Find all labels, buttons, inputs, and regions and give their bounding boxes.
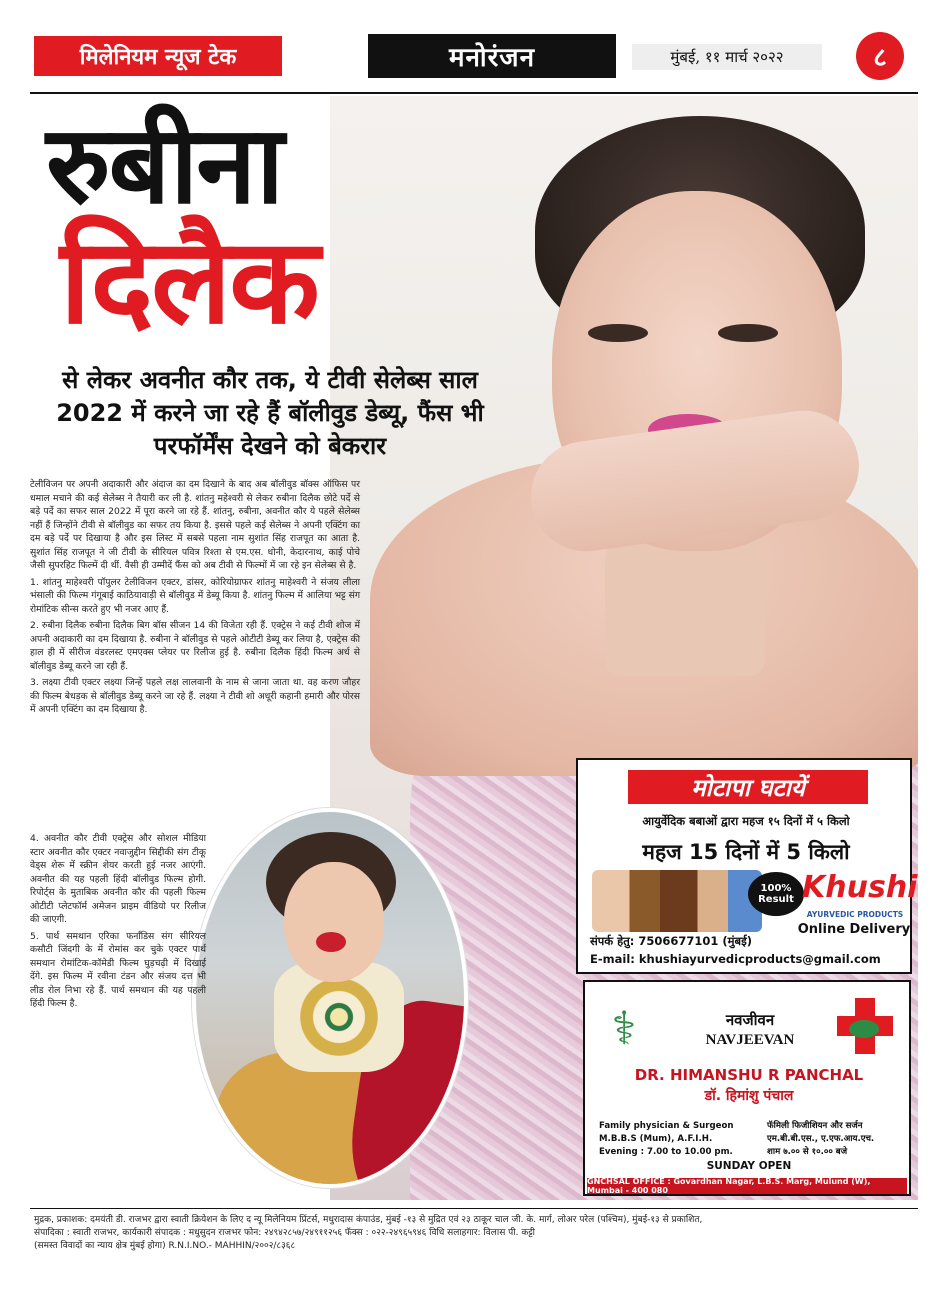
khushi-logo: Khushi [802, 870, 918, 905]
clinic-name-english: NAVJEEVAN [705, 1032, 795, 1048]
header-divider [30, 92, 918, 94]
clinic-details-hindi [767, 1120, 907, 1159]
footer-divider [30, 1208, 918, 1209]
page-number: ८ [856, 32, 904, 80]
result-badge-word: Result [758, 894, 794, 905]
result-badge-pct: 100% [760, 883, 792, 894]
article-paragraph: 2. रुबीना दिलैक रुबीना दिलैक बिग बॉस सीजन 14 की विजेता रही हैं. एक्ट्रेस ने कई टीवी शोज में अपनी अदाकारी का दम दिखाया है. रुबीना ने बॉलीवुड से पहले ओटीटी डेब्यू कर लिया है, एक्ट्रेस की हाल ही में सीरीज वंडरलस्ट एमएक्स प्लेयर पर रिलीज हुई है. रुबीना दिलैक हिंदी फिल्म अर्ध से बॉलीवुड डेब्यू करने जा रही हैं. [30, 620, 360, 672]
clinic-detail: M.B.B.S (Mum), A.F.I.H. [599, 1133, 713, 1144]
doctor-name-hindi: डॉ. हिमांशु पंचाल [704, 1088, 794, 1104]
inset-lips-shape [316, 932, 346, 952]
caduceus-icon: ⚕ [611, 1001, 637, 1055]
eye-left [588, 324, 648, 342]
clinic-detail: एम.बी.बी.एस., ए.एफ.आय.एच. [767, 1133, 875, 1144]
result-badge [748, 872, 804, 916]
article-paragraph: टेलीविजन पर अपनी अदाकारी और अंदाज का दम दिखाने के बाद अब बॉलीवुड बॉक्स ऑफिस पर धमाल मचाने की कई सेलेब्स ने तैयारी कर ली है. शांतनु महेश्वरी से लेकर रुबीना दिलैक छोटे पर्दे से बड़े पर्दे का सफर साल 2022 में पूरा करने जा रहे हैं. शांतनु, रुबीना, अवनीत कौर ये पहले सेलेब्स नहीं हैं जिन्होंने टीवी से बॉलीवुड का सफर तय किया है. इससे पहले कई सेलेब्स ने अपनी एक्टिंग का दम बड़े पर्दे पर दिखाया है और इस लिस्ट में सबसे पहला नाम सुशांत सिंह राजपूत का आता है. सुशांत सिंह राजपूत ने जी टीवी के सीरियल पवित्र रिश्ता से एम.एस. धोनी, केदारनाथ, काई पोचे जैसी सुपरहिट फिल्में दी थीं. वैसी ही उम्मीदें फैंस को अब टीवी से फिल्मों में जा रहे इन सेलेब्स से है. [30, 479, 360, 572]
headline-line1: रुबीना [46, 103, 283, 228]
medical-cross-icon [837, 998, 893, 1054]
article-body [30, 478, 360, 720]
imprint-line: मुद्रक, प्रकाशक: दमयंती डी. राजभर द्वारा स्वाती क्रियेशन के लिए द न्यू मिलेनियम प्रिंटर्स, मधुरादास कंपाउंड, मुंबई -१३ से मुद्रित एवं २३ ठाकूर चाल जी. के. मार्ग, लोअर परेल (पश्चिम), मुंबई-१३ से प्रकाशित, [34, 1215, 703, 1225]
brand-logo: मिलेनियम न्यूज टेक [34, 36, 282, 76]
ad-contact: संपर्क हेतु: 7506677101 (मुंबई) [590, 934, 753, 948]
imprint-line: संपादिका : स्वाती राजभर, कार्यकारी संपादक : मधुसुदन राजभर फोन: २४९४२८५७/२४९११२५६ फॅक्स : ०२२-२४९६५९४६ विधि सलाहगार: विलास पी. कट्टी [34, 1228, 535, 1239]
clinic-detail: फॅमिली फिजीशियन और सर्जन [767, 1121, 863, 1131]
ad-big-claim: महज 15 दिनों में 5 किलो [642, 840, 850, 864]
khushi-logo-sub: AYURVEDIC PRODUCTS [806, 910, 904, 919]
sunday-open: SUNDAY OPEN [706, 1160, 792, 1172]
article-paragraph: 1. शांतनु माहेश्वरी पॉपुलर टेलीविजन एक्टर, डांसर, कोरियोग्राफर शांतनु माहेश्वरी ने संजय लीला भंसाली की फिल्म गंगूबाई काठियावाड़ी से बॉलीवुड में डेब्यू किया है. शांतनु फिल्म में आलिया भट्ट संग रोमांटिक सीन्स करते हुए भी नजर आए हैं. [30, 576, 360, 615]
inset-photo [192, 808, 468, 1188]
online-delivery: Online Delivery [797, 922, 911, 937]
headline-line2: दिलैक [60, 212, 318, 350]
imprint-line: (समस्त विवादों का न्याय क्षेत्र मुंबई होगा) R.N.I.NO.- MAHHIN/२००२/८३६८ [34, 1241, 296, 1252]
headline-deck: से लेकर अवनीत कौर तक, ये टीवी सेलेब्स साल 2022 में करने जा रहे हैं बॉलीवुड डेब्यू, फैंस भी परफॉर्मेंस देखने को बेकरार [56, 366, 484, 461]
doctor-name-english: DR. HIMANSHU R PANCHAL [634, 1066, 864, 1084]
clinic-name-hindi: नवजीवन [725, 1011, 775, 1029]
ad-clinic [583, 980, 911, 1196]
clinic-details-english [599, 1120, 759, 1159]
inset-face-shape [284, 862, 384, 982]
ad-email: E-mail: khushiayurvedicproducts@gmail.com [590, 952, 881, 966]
edition-date: मुंबई, ११ मार्च २०२२ [632, 44, 822, 70]
clinic-detail: Family physician & Surgeon [599, 1121, 734, 1131]
eye-right [718, 324, 778, 342]
article-body-narrow [30, 832, 206, 1014]
article-paragraph: 5. पार्थ समथान एरिका फर्नांडिस संग सीरियल कसौटी जिंदगी के में रोमांस कर चुके एक्टर पार्थ समथान रोमांटिक-कॉमेडी फिल्म घुड़चढ़ी में दिखाई देंगे. इस फिल्म में रवीना टंडन और संजय दत्त भी लीड रोल निभा रहे हैं. पार्थ समथान की यह पहली हिंदी फिल्म है. [30, 930, 206, 1010]
article-paragraph: 3. लक्ष्या टीवी एक्टर लक्ष्या जिन्हें पहले लक्ष लालवानी के नाम से जाना जाता था. वह करण जौहर की फिल्म बेधड़क से बॉलीवुड डेब्यू करने जा रहे हैं. लक्ष्या ने टीवी शो अधूरी कहानी हमारी और पोरस में अपनी एक्टिंग का दम दिखाया है. [30, 677, 360, 716]
masthead [34, 30, 910, 82]
clinic-detail: Evening : 7.00 to 10.00 pm. [599, 1146, 733, 1157]
ad-title: मोटापा घटायें [628, 770, 868, 804]
clinic-office-address: GNCHSAL OFFICE : Govardhan Nagar, L.B.S. Marg, Mulund (W), Mumbai - 400 080 [587, 1178, 907, 1194]
article-paragraph: 4. अवनीत कौर टीवी एक्ट्रेस और सोशल मीडिया स्टार अवनीत कौर एक्टर नवाजुद्दीन सिद्दीकी संग टीकू वेड्स शेरू में स्क्रीन शेयर करती हुई नजर आएंगी. अवनीत की यह पहली हिंदी बॉलीवुड फिल्म होगी. रिपोर्ट्स के मुताबिक अवनीत कौर की पहली फिल्म ओटीटी प्लेटफॉर्म अमेजन प्राइम वीडियो पर रिलीज की जाएगी. [30, 833, 206, 926]
ad-product-image [592, 870, 762, 932]
clinic-detail: शाम ७.०० से १०.०० बजे [767, 1146, 848, 1157]
ad-subtitle: आयुर्वेदिक बबाओं द्वारा महज १५ दिनों में ५ किलो [642, 814, 850, 828]
section-title: मनोरंजन [368, 34, 616, 78]
ad-weight-loss [576, 758, 918, 974]
imprint [34, 1214, 914, 1253]
